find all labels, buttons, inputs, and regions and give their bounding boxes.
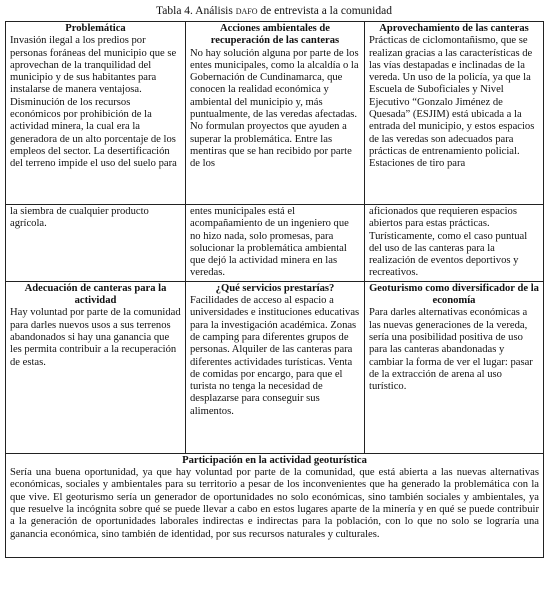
cell-title: Acciones ambientales de recuperación de las canteras	[210, 23, 340, 47]
cell-acciones	[186, 22, 365, 205]
cell-problematica	[6, 22, 186, 205]
cell-title: Geoturismo como diversificador de la economía	[369, 282, 539, 307]
caption-suffix: de entrevista a la comunidad	[257, 5, 392, 17]
cell-text: Invasión ilegal a los predios por personas foráneas del municipio que se aprovechan de la tranquilidad del municipio y de sus habitantes para instalarse de manera ventajosa. Disminución de los recursos económicos por prohibición de la actividad minera, la cual era la generadora de un alto porcentaje de los empleos del sector. La desertificación del terreno impide el uso del suelo para	[10, 35, 177, 170]
cell-text: Prácticas de ciclomontañismo, que se realizan gracias a las características de las vías destapadas e inclinadas de la vereda. Un uso de la policía, ya que la Escuela de Suboficiales y Nivel Ejecutivo “Gonzalo Jiménez de Quesada” (ESJIM) está ubicada a la entrada del municipio, y estos espacios de las veredas son adecuados para prácticas de entrenamiento policial. Estaciones de tiro para	[369, 35, 535, 170]
cell-text: No hay solución alguna por parte de los entes municipales, como la alcaldía o la Gobernación de Cundinamarca, que conocen la realidad económica y ambiental del municipio y, más puntualmente, de las veredas afectadas. No formulan proyectos que ayuden a superar la problemática. Entre las mentiras que se han recibido por parte de los	[190, 47, 359, 170]
cell-geoturismo	[365, 281, 544, 453]
cell-problematica-cont	[6, 205, 186, 282]
cell-servicios	[186, 281, 365, 453]
table-caption	[0, 4, 548, 18]
caption-prefix: Tabla 4. Análisis	[156, 5, 236, 17]
table-row	[6, 22, 544, 205]
cell-text: Facilidades de acceso al espacio a universidades e instituciones educativas para la investigación académica. Zonas de camping para diferentes grupos de personas. Alquiler de las canteras para diferentes actividades turísticas. Venta de comidas por encargo, para que el turista no tenga la necesidad de desplazarse para conseguir sus alimentos.	[190, 295, 360, 417]
table-row	[6, 453, 544, 557]
dafo-table	[5, 21, 544, 558]
cell-text: Hay voluntad por parte de la comunidad para darles nuevos usos a sus terrenos abandonados si hay una ganancia que les permita contribuir a la recuperación de estas.	[10, 307, 181, 368]
cell-title: Aprovechamiento de las canteras	[379, 23, 529, 34]
cell-text: Para darles alternativas económicas a las nuevas generaciones de la vereda, sería una posibilidad positiva de uso para las canteras abandonadas y cambiar la forma de ver el lugar: pasar de la extracción de arena al uso turístico.	[369, 307, 533, 393]
cell-acciones-cont	[186, 205, 365, 282]
table-row	[6, 205, 544, 282]
cell-text: la siembra de cualquier producto agrícola.	[10, 206, 149, 230]
cell-participacion	[6, 453, 544, 557]
cell-aprovechamiento-cont	[365, 205, 544, 282]
cell-title: Problemática	[65, 23, 126, 34]
cell-text: Sería una buena oportunidad, ya que hay voluntad por parte de la comunidad, que está abierta a las nuevas alternativas económicas, sociales y ambientales para su territorio a pesar de los inconvenientes que ha generado la problemática con la que vive. El geoturismo sería un generador de oportunidades no solo económicas, sino también sociales y ambientales, ya que resuelve la incógnita sobre qué se puede llevar a cabo en estos lugares aparte de la minería y en qué se puede contribuir a la generación de oportunidades laborales indirectas e indirectas para la población, con lo que no solo se lograría una ganancia económica, sino también de identidad, por sus recursos naturales y culturales.	[10, 467, 539, 540]
cell-text: aficionados que requieren espacios abiertos para estas prácticas. Turísticamente, como el caso puntual del uso de las canteras para la realización de eventos deportivos y recreativos.	[369, 206, 528, 279]
cell-text: entes municipales está el acompañamiento de un ingeniero que no hizo nada, solo promesas, para solucionar la problemática ambiental que dejó la actividad minera en las veredas.	[190, 206, 349, 279]
cell-aprovechamiento	[365, 22, 544, 205]
cell-adecuacion	[6, 281, 186, 453]
cell-title: Adecuación de canteras para la actividad	[24, 282, 167, 307]
cell-title: ¿Qué servicios prestarías?	[215, 282, 335, 294]
table-row	[6, 281, 544, 453]
cell-title: Participación en la actividad geoturística	[182, 454, 367, 466]
caption-acronym: dafo	[235, 5, 258, 17]
